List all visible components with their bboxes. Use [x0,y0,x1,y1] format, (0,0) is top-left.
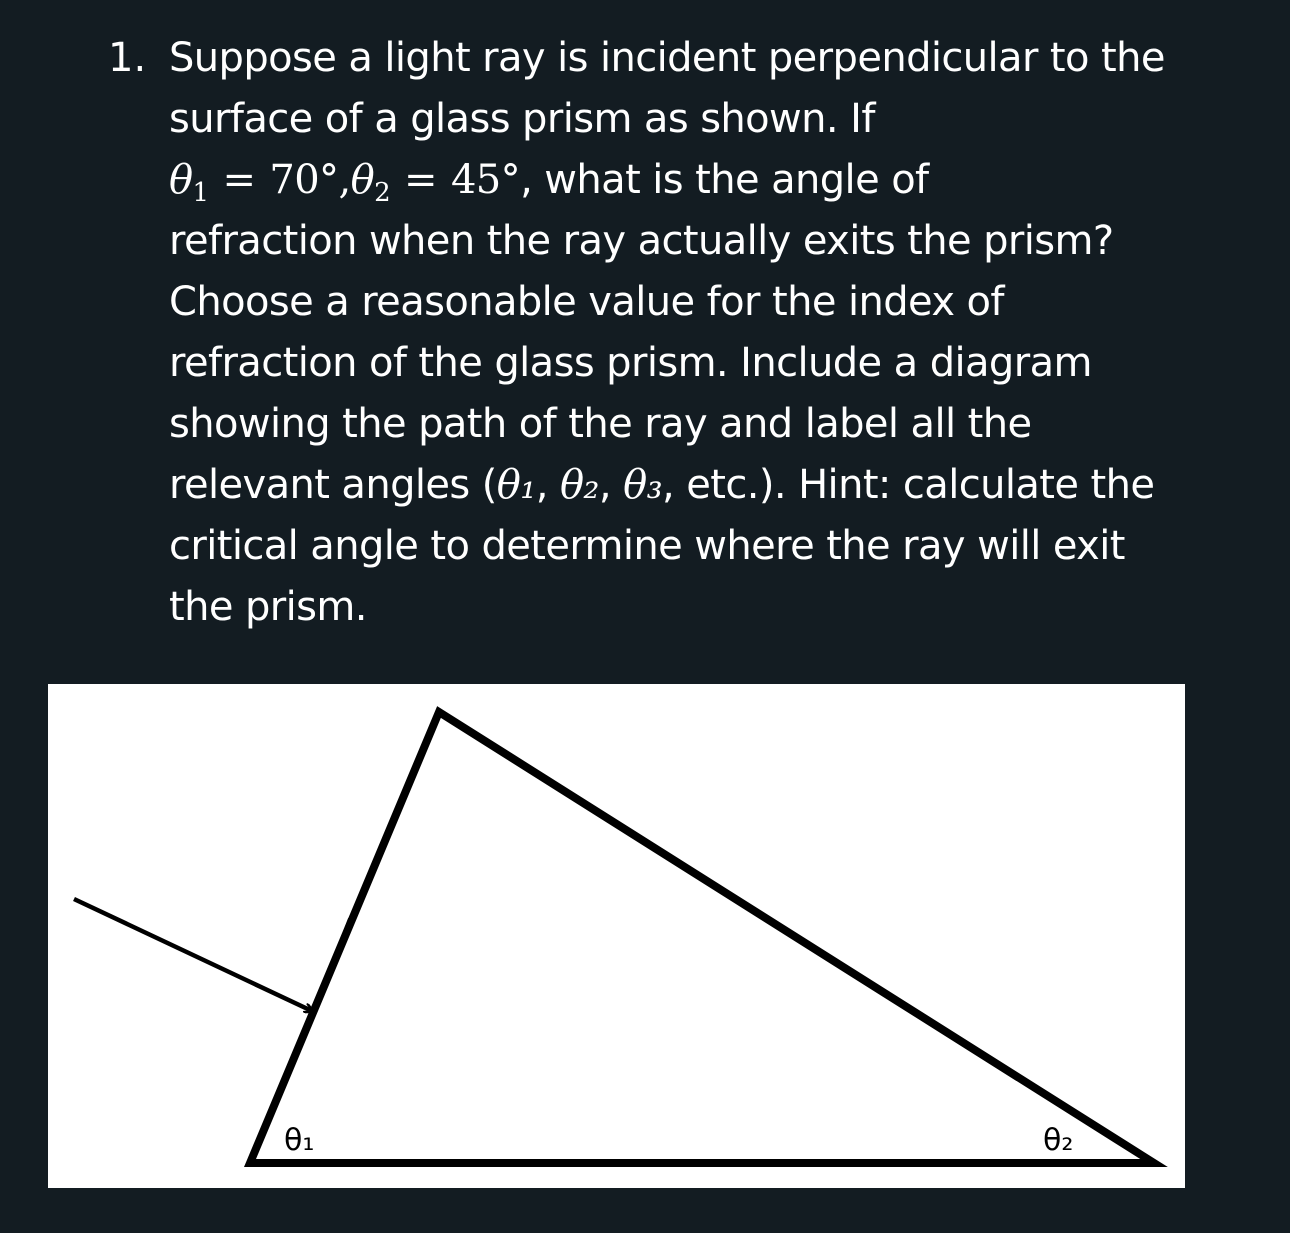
equals-sign: = [222,157,256,203]
line8-end: , etc.). Hint: calculate the [662,462,1155,508]
prism-figure [48,684,1185,1188]
theta1-value: 70° [269,157,339,203]
theta2-value: 45° [450,157,521,203]
math-comma: , [338,157,351,203]
theta1-label: θ₁ [284,1123,315,1158]
prism-diagram [48,684,1185,1188]
incident-ray [74,899,312,1011]
question-text [169,28,1239,638]
question-line-3-rest: , what is the angle of [520,157,929,203]
theta2-label: θ₂ [1043,1123,1074,1158]
question-number: 1. [108,35,147,81]
theta-symbol: θ [350,157,375,203]
question-line-9: critical angle to determine where the ray will exit [169,523,1125,569]
theta1-symbol: θ₁ [496,462,536,508]
question-line-2: surface of a glass prism as shown. If [169,96,875,142]
question-line-1: Suppose a light ray is incident perpendicular to the [169,35,1165,81]
question-line-10: the prism. [169,584,367,630]
question-line-6: refraction of the glass prism. Include a diagram [169,340,1092,386]
question-line-5: Choose a reasonable value for the index of [169,279,1004,325]
theta2-inline [560,462,599,508]
prism-triangle [250,712,1154,1163]
question-line-4: refraction when the ray actually exits the prism? [169,218,1114,264]
question-line-7: showing the path of the ray and label all the [169,401,1032,447]
theta-symbol: θ [169,157,193,203]
question-line-3 [169,150,1239,211]
equals-sign: = [404,157,437,203]
theta1-inline [497,462,536,508]
math-expression [169,157,521,208]
subscript-2: 2 [374,178,391,208]
question-line-8: relevant angles (θ₁, θ₂, θ₃, etc.). Hint: calculate the [169,462,1155,508]
theta2-symbol: θ₂ [559,462,599,508]
theta3-symbol: θ₃ [623,462,663,508]
line8-start: relevant angles ( [169,462,497,508]
subscript-1: 1 [192,178,209,208]
theta3-inline [623,462,662,508]
